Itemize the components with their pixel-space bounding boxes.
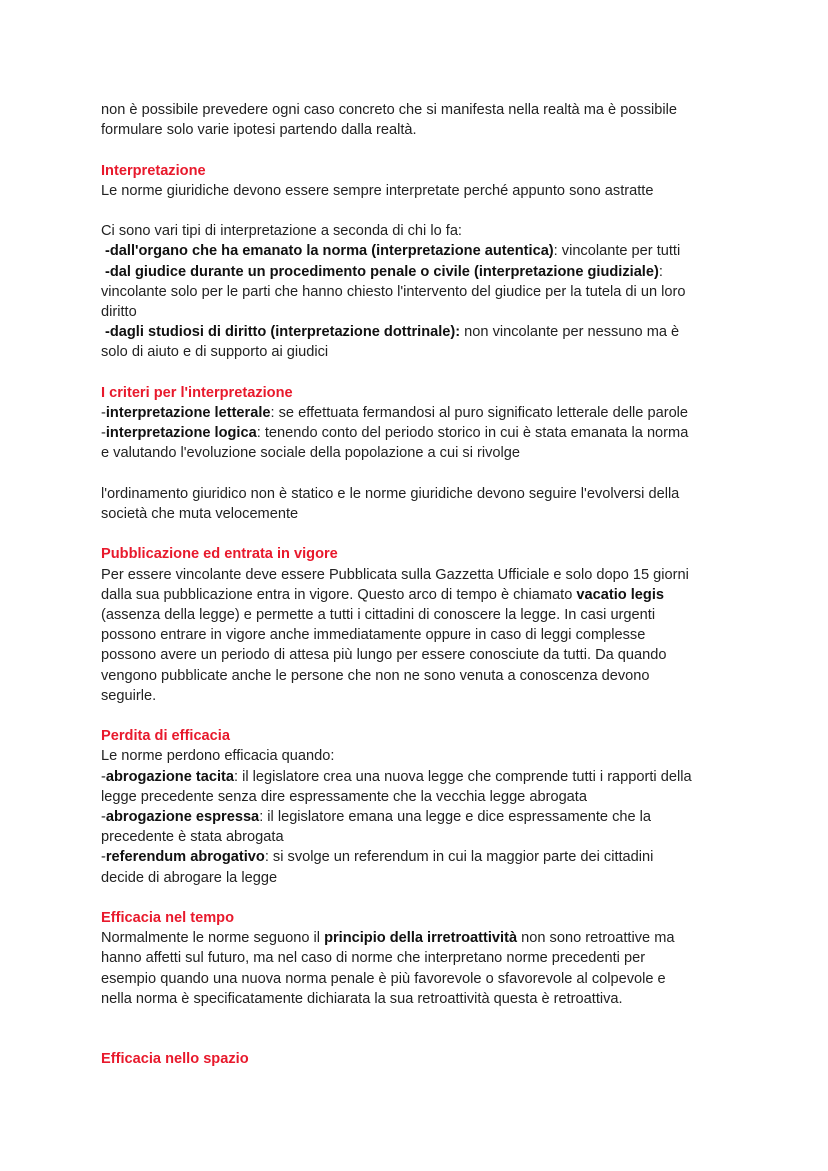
paragraph: hanno affetti sul futuro, ma nel caso di norme che interpretano norme precedenti per bbox=[101, 950, 646, 967]
bold-term: -dall'organo che ha emanato la norma (interpretazione autentica) bbox=[105, 243, 554, 260]
paragraph: diritto bbox=[101, 304, 137, 320]
list-item bbox=[101, 262, 731, 282]
list-item: -interpretazione logica: tenendo conto del periodo storico in cui è stata emanata la norma bbox=[101, 425, 689, 442]
item-text: : si svolge un referendum in cui la maggior parte dei cittadini bbox=[264, 849, 654, 866]
paragraph: Ci sono vari tipi di interpretazione a seconda di chi lo fa: bbox=[101, 223, 462, 240]
intro-line: formulare solo varie ipotesi partendo dalla realtà. bbox=[101, 122, 417, 139]
bold-term: principio della irretroattività bbox=[324, 930, 518, 947]
paragraph-text: Normalmente le norme seguono il bbox=[101, 930, 325, 947]
bold-term: abrogazione tacita bbox=[105, 768, 235, 785]
paragraph: esempio quando una nuova norma penale è più favorevole o sfavorevole al colpevole e bbox=[101, 970, 666, 987]
list-item bbox=[101, 322, 731, 342]
bold-term: referendum abrogativo bbox=[105, 849, 265, 866]
section-heading-criteri: I criteri per l'interpretazione bbox=[101, 384, 293, 401]
paragraph: e valutando l'evoluzione sociale della popolazione a cui si rivolge bbox=[101, 445, 520, 462]
section-heading-perdita: Perdita di efficacia bbox=[101, 728, 230, 745]
paragraph-text: non sono retroattive ma bbox=[517, 930, 675, 947]
section-heading-tempo: Efficacia nel tempo bbox=[101, 910, 235, 927]
bold-term: -dal giudice durante un procedimento penale o civile (interpretazione giudiziale) bbox=[105, 263, 659, 280]
paragraph: solo di aiuto e di supporto ai giudici bbox=[101, 344, 329, 361]
paragraph: possono entrare in vigore anche immediatamente oppure in caso di leggi complesse bbox=[101, 627, 646, 644]
paragraph: Le norme perdono efficacia quando: bbox=[101, 748, 335, 765]
bold-term: -dagli studiosi di diritto (interpretazione dottrinale): bbox=[105, 324, 461, 341]
paragraph: vengono pubblicate anche le persone che non ne sono venuta a conoscenza devono bbox=[101, 667, 650, 684]
list-item bbox=[101, 241, 731, 261]
paragraph: nella norma è specificatamente dichiarata la sua retroattività questa è retroattiva. bbox=[101, 990, 623, 1007]
section-heading-pubblicazione: Pubblicazione ed entrata in vigore bbox=[101, 546, 338, 563]
item-text: : vincolante per tutti bbox=[553, 243, 681, 260]
list-item: -referendum abrogativo: si svolge un referendum in cui la maggior parte dei cittadini bbox=[101, 849, 654, 866]
paragraph bbox=[101, 585, 731, 605]
paragraph: vincolante solo per le parti che hanno chiesto l'intervento del giudice per la tutela di un loro bbox=[101, 283, 686, 300]
item-text: : il legislatore crea una nuova legge che comprende tutti i rapporti della bbox=[234, 768, 692, 785]
paragraph: Per essere vincolante deve essere Pubblicata sulla Gazzetta Ufficiale e solo dopo 15 giorni bbox=[101, 566, 689, 583]
paragraph: seguirle. bbox=[101, 687, 157, 704]
bold-term: interpretazione logica bbox=[105, 425, 257, 442]
list-item: -abrogazione espressa: il legislatore emana una legge e dice espressamente che la bbox=[101, 809, 652, 826]
item-text: : il legislatore emana una legge e dice espressamente che la bbox=[259, 809, 652, 826]
bold-term: abrogazione espressa bbox=[105, 809, 260, 826]
list-item: -interpretazione letterale: se effettuata fermandosi al puro significato letterale delle parole bbox=[101, 405, 689, 421]
paragraph: l'ordinamento giuridico non è statico e le norme giuridiche devono seguire l'evolversi della bbox=[101, 485, 680, 502]
item-text: : tenendo conto del periodo storico in cui è stata emanata la norma bbox=[256, 425, 689, 442]
paragraph: Le norme giuridiche devono essere sempre interpretate perché appunto sono astratte bbox=[101, 182, 654, 199]
paragraph: decide di abrogare la legge bbox=[101, 869, 278, 886]
paragraph: società che muta velocemente bbox=[101, 506, 299, 522]
paragraph: (assenza della legge) e permette a tutti i cittadini di conoscere la legge. In casi urgenti bbox=[101, 607, 656, 623]
bold-term: vacatio legis bbox=[576, 586, 664, 603]
intro-line: non è possibile prevedere ogni caso concreto che si manifesta nella realtà ma è possibile bbox=[101, 102, 677, 118]
list-item: -abrogazione tacita: il legislatore crea una nuova legge che comprende tutti i rapporti della bbox=[101, 768, 692, 785]
item-text: : bbox=[658, 263, 663, 280]
section-heading-interpretazione: Interpretazione bbox=[101, 162, 206, 179]
paragraph: possono avere un periodo di attesa più lungo per essere conosciute da tutti. Da quando bbox=[101, 647, 667, 664]
section-heading-spazio: Efficacia nello spazio bbox=[101, 1051, 249, 1068]
item-text: : se effettuata fermandosi al puro significato letterale delle parole bbox=[270, 405, 689, 421]
paragraph: precedente è stata abrogata bbox=[101, 829, 284, 846]
paragraph bbox=[101, 928, 731, 948]
paragraph: legge precedente senza dire espressamente che la vecchia legge abrogata bbox=[101, 788, 587, 805]
paragraph-text: dalla sua pubblicazione entra in vigore. Questo arco di tempo è chiamato bbox=[101, 586, 577, 603]
bold-term: interpretazione letterale bbox=[105, 405, 271, 421]
document-page bbox=[101, 100, 731, 1070]
item-text: non vincolante per nessuno ma è bbox=[460, 324, 680, 341]
